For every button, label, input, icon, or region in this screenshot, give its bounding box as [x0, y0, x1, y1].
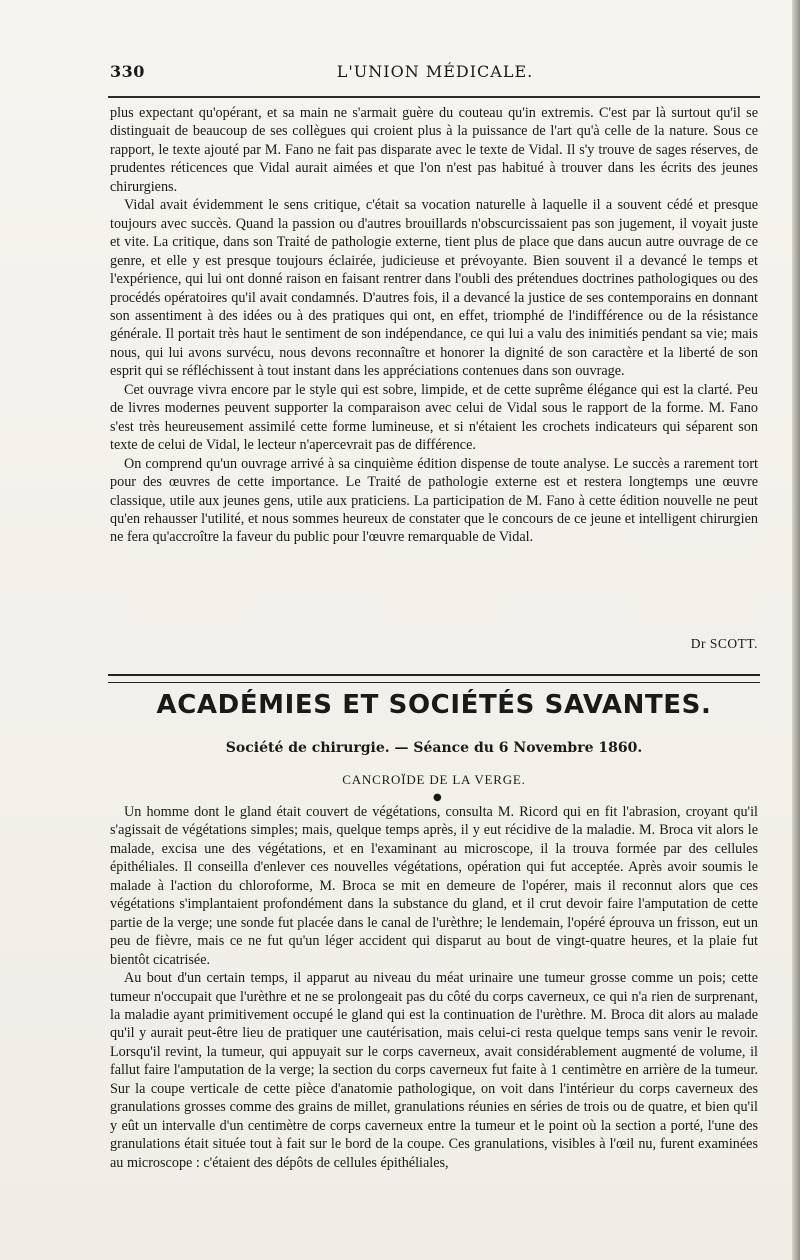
article-paragraph: Au bout d'un certain temps, il apparut au niveau du méat urinaire une tumeur grosse comme un pois; cette tumeur n'occupait que l'urèthre et ne se prolongeait pas du côté du corps caverneux, ce qui n'a rien de surprenant, la maladie ayant primitivement occupé le gland qui est la continuation de l'urèthre. M. Broca dit alors au malade qu'il y aurait peut-être lieu de pratiquer une cautérisation, mais celui-ci resta quelque temps sans venir le revoir. Lorsqu'il revint, la tumeur, qui appuyait sur le corps caverneux, avait considérablement augmenté de volume, il fallut faire l'amputation de la verge; la section du corps caverneux fut faite à 1 centimètre en arrière de la tumeur. Sur la coupe verticale de cette pièce d'anatomie pathologique, on voit dans l'intérieur du corps caverneux des granulations grosses comme des grains de millet, granulations réunies en séries de trois ou de quatre, et bien qu'il y eût un intervalle d'un centimètre de corps caverneux entre la tumeur et le point où la section a porté, l'une des granulations était située tout à fait sur le bord de la coupe. Ces granulations, visibles à l'œil nu, furent examinées au microscope : c'étaient des dépôts de cellules épithéliales,	[110, 970, 758, 1171]
page-number: 330	[110, 62, 145, 81]
article-paragraph: Un homme dont le gland était couvert de végétations, consulta M. Ricord qui en fit l'abrasion, croyant qu'il s'agissait de végétations simples; mais, quelque temps après, il y eut récidive de la maladie. M. Broca vit alors le malade, excisa une des végétations, et en l'examinant au microscope, il la trouva formée par des cellules épithéliales. Il conseilla d'enlever ces nouvelles végétations, opération qui fut acceptée. Après avoir soumis le malade à l'action du chloroforme, M. Broca se mit en demeure de l'opérer, mais il reconnut alors que ces végétations s'implantaient profondément dans la substance du gland, et il crut devoir faire l'amputation de cette partie de la verge; une sonde fut placée dans le canal de l'urèthre; le lendemain, l'opéré éprouva un frisson, eut un peu de fièvre, mais ce ne fut qu'un léger accident qui disparut au bout de vingt-quatre heures, et la plaie fut bientôt cicatrisée.	[110, 804, 758, 968]
article-subtitle: CANCROÏDE DE LA VERGE.	[342, 772, 526, 787]
review-paragraph: On comprend qu'un ouvrage arrivé à sa cinquième édition dispense de toute analyse. Le succès a rarement tort pour des œuvres de cette importance. Le Traité de pathologie externe est et restera longtemps une œuvre classique, utile aux jeunes gens, utile aux praticiens. La participation de M. Fano à cette édition nouvelle ne peut qu'en rehausser l'utilité, et nous sommes heureux de constater que le concours de ce jeune et intelligent chirurgien ne fera qu'accroître la faveur du public pour l'œuvre remarquable de Vidal.	[110, 455, 758, 546]
signature: Dr SCOTT.	[690, 636, 758, 651]
review-paragraph: Vidal avait évidemment le sens critique, c'était sa vocation naturelle à laquelle il a souvent cédé et presque toujours avec succès. Quand la passion ou d'autres brouillards n'obscurcissaient pas son jugement, il voyait juste et vite. La critique, dans son Traité de pathologie externe, tient plus de place que dans aucun autre ouvrage de ce genre, et elle y est presque toujours éclairée, judicieuse et prévoyante. Bien souvent il a devancé le temps et l'expérience, qui lui ont donné raison en faisant rentrer dans l'oubli des prétendues doctrines pathologiques ou des procédés opératoires qu'il avait condamnés. D'autres fois, il a devancé la justice de ses contemporains en donnant son assentiment à des idées ou à des pratiques qui ont, en effet, triomphé de l'indifférence ou de la résistance générale. Il portait très haut le sentiment de son indépendance, ce qui lui a valu des inimitiés pendant sa vie; mais nous, qui lui avons survécu, nous devons reconnaître et honorer la dignité de son caractère et la liberté de son esprit qui se réfléchissent à tout instant dans les appréciations contenues dans son ouvrage.	[110, 197, 758, 380]
article-text	[110, 803, 758, 1172]
page-edge	[792, 0, 800, 1260]
review-paragraph: plus expectant qu'opérant, et sa main ne s'armait guère du couteau qu'in extremis. C'est par là surtout qu'il se distinguait de beaucoup de ses collègues qui croient plus à la puissance de l'art qu'à celle de la nature. Sous ce rapport, le texte ajouté par M. Fano ne fait pas disparate avec le texte de Vidal. Il s'y trouve de sages réserves, de prudentes réticences que Vidal aurait aimées et que l'on n'est pas habitué à trouver dans les écrits des jeunes chirurgiens.	[110, 105, 758, 195]
running-title: L'UNION MÉDICALE.	[336, 62, 534, 81]
review-text	[110, 104, 758, 547]
bullet-mark: ●	[433, 792, 442, 803]
header-rule	[108, 96, 760, 98]
running-header	[110, 60, 760, 86]
society-heading: Société de chirurgie. — Séance du 6 Novembre 1860.	[225, 740, 643, 756]
review-paragraph: Cet ouvrage vivra encore par le style qui est sobre, limpide, et de cette suprême élégance qui est la clarté. Peu de livres modernes peuvent supporter la comparaison avec celui de Vidal sous le rapport de la forme. M. Fano s'est très heureusement assimilé cette forme lumineuse, et si n'étaient les crochets indicateurs qui séparent son texte de celui de Vidal, le lecteur n'apercevrait pas de différence.	[110, 381, 758, 454]
section-title: ACADÉMIES ET SOCIÉTÉS SAVANTES.	[156, 690, 712, 720]
section-divider	[108, 674, 760, 683]
